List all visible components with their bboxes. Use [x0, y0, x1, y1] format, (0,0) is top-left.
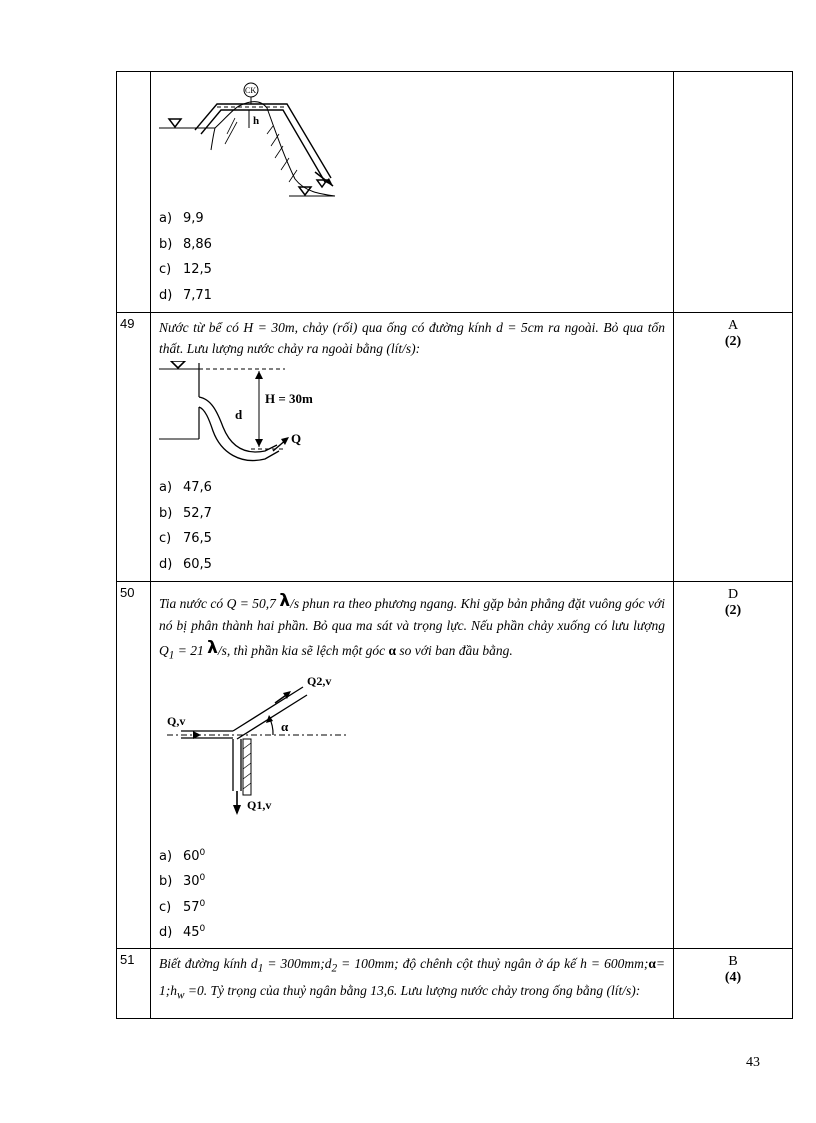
valve-label: CK — [245, 86, 257, 95]
option-item: a) 9,9 — [159, 211, 204, 226]
question-cell — [151, 313, 674, 582]
answer-points: (2) — [724, 603, 742, 618]
option-item: a) $60^0$ — [159, 847, 206, 864]
lambda-symbol: λ — [207, 638, 218, 658]
question-cell — [151, 582, 674, 949]
flow-label: Q — [291, 431, 302, 446]
answer-cell — [674, 949, 793, 1019]
question-number: 51 — [117, 949, 151, 1019]
answer-letter: B — [728, 954, 738, 969]
question-number: 49 — [117, 313, 151, 582]
answer-cell — [674, 313, 793, 582]
question-cell — [151, 72, 674, 313]
question-text: Biết đường kính $d_1$ = $300mm;d_2 = 100mm$; độ chênh cột thuỷ ngân ở áp kế h = 600mm;α= $1;h_w =0$. Tỷ trọng của thuỷ ngân bằng 13,6. Lưu lượng nước chảy trong ống bằng (lít/s): — [159, 956, 665, 1002]
page-number: 43 — [746, 1055, 760, 1070]
options-list — [159, 841, 665, 943]
table-row — [117, 949, 793, 1019]
options-list — [159, 475, 665, 577]
option-item: a) 47,6 — [159, 480, 212, 495]
table-row — [117, 72, 793, 313]
question-number: 50 — [117, 582, 151, 949]
answer-points: (4) — [724, 970, 742, 985]
downflow-label: Q1,v — [247, 797, 272, 812]
answer-letter: A — [727, 318, 739, 333]
question-table — [116, 71, 793, 1019]
table-row — [117, 582, 793, 949]
option-item: d) 7,71 — [159, 287, 212, 303]
answer-letter: D — [727, 587, 739, 602]
question-text: Tia nước có Q = 50,7 λ/s phun ra theo phương ngang. Khi gặp bản phẳng đặt vuông góc với nó bị phân thành hai phần. Bỏ qua ma sát và trọng lực. Nếu phần chảy xuống có lưu lượng $Q_1 = 21$ λ/s, thì phần kia sẽ lệch một góc α so với ban đầu bằng. — [159, 591, 665, 662]
alpha-symbol: α — [388, 643, 397, 658]
option-item: b) $30^0$ — [159, 873, 206, 890]
question-cell — [151, 949, 674, 1019]
option-item: b) 52,7 — [159, 505, 212, 521]
question-number — [117, 72, 151, 313]
lambda-symbol: λ — [279, 591, 291, 611]
tank-pipe-figure — [155, 361, 375, 471]
angle-label: α — [281, 718, 289, 734]
question-text: Nước từ bể có H = 30m, chảy (rối) qua ống có đường kính d = 5cm ra ngoài. Bỏ qua tổn thất. Lưu lượng nước chảy ra ngoài bằng (lít/s): — [159, 320, 665, 356]
answer-cell — [674, 72, 793, 313]
head-label: H = 30m — [265, 391, 313, 406]
option-item: d) 60,5 — [159, 556, 212, 572]
siphon-figure — [155, 74, 355, 202]
upflow-label: Q2,v — [307, 673, 332, 688]
option-item: b) 8,86 — [159, 236, 212, 252]
height-label: h — [253, 115, 260, 127]
option-item: c) 76,5 — [159, 531, 212, 546]
option-item: c) 12,5 — [159, 262, 212, 277]
options-list — [159, 206, 665, 308]
inflow-label: Q,v — [167, 713, 186, 728]
option-item: c) $57^0$ — [159, 898, 206, 915]
alpha-symbol: α — [648, 956, 656, 971]
diameter-label: d — [235, 407, 243, 422]
jet-plate-figure — [157, 673, 357, 831]
option-item: d) $45^0$ — [159, 924, 206, 941]
answer-cell — [674, 582, 793, 949]
table-row — [117, 313, 793, 582]
answer-points: (2) — [724, 334, 742, 349]
